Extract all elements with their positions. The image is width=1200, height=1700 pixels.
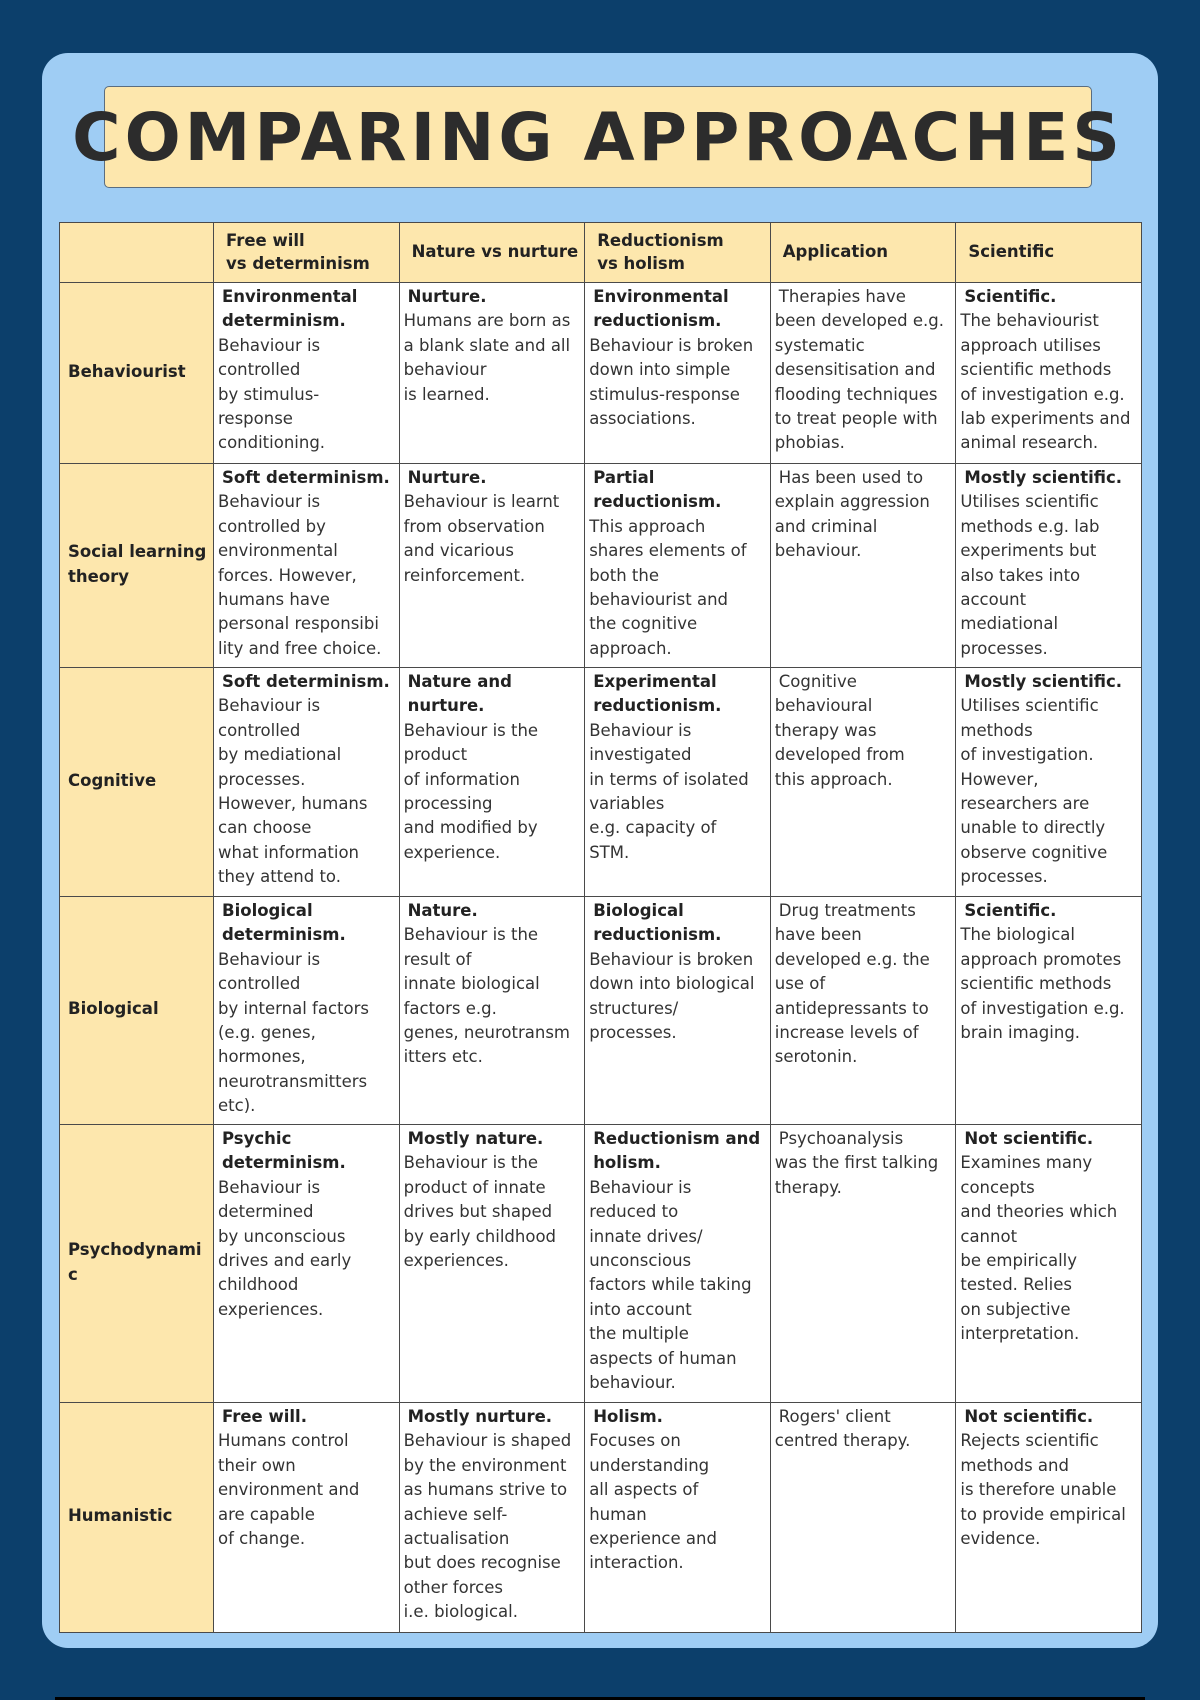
table-cell-reductionism: [585, 464, 771, 668]
cell-body: Behaviour is broken down into biological structures/ processes.: [589, 949, 755, 1043]
table-cell-nature-nurture: [399, 1403, 585, 1633]
table-cell-free-will: [214, 1403, 400, 1633]
cell-title: Mostly scientific.: [964, 468, 1123, 487]
header-cell-nature-nurture: Nature vs nurture: [399, 223, 585, 283]
cell-title: Nature and nurture.: [407, 672, 512, 716]
row-label: Social learning theory: [60, 464, 214, 668]
cell-body: Behaviour is broken down into simple stimulus-response associations.: [589, 335, 754, 429]
table-cell-scientific: [956, 283, 1142, 464]
header-cell-corner: [60, 223, 214, 283]
header-cell-application: Application: [770, 223, 956, 283]
cell-body: Focuses on understanding all aspects of human experience and interaction.: [589, 1431, 717, 1573]
table-cell-application: [770, 897, 956, 1125]
table-cell-free-will: [214, 283, 400, 464]
cell-body: Utilises scientific methods e.g. lab experiments but also takes into account mediational processes.: [960, 492, 1100, 658]
table-cell-nature-nurture: [399, 464, 585, 668]
cell-title: Biological determinism.: [222, 901, 346, 945]
table-cell-nature-nurture: [399, 283, 585, 464]
title-banner: [72, 86, 1124, 188]
cell-body: Behaviour is shaped by the environment as humans strive to achieve self- actualisation but does recognise other forces i.e. biological.: [403, 1431, 572, 1622]
table-cell-application: [770, 668, 956, 897]
cell-title: Nature.: [407, 901, 478, 920]
cell-title: Not scientific.: [964, 1407, 1094, 1426]
cell-body: Utilises scientific methods of investigation. However, researchers are unable to directly observe cognitive processes.: [960, 696, 1108, 887]
table-cell-reductionism: [585, 1125, 771, 1403]
cell-body: Behaviour is investigated in terms of isolated variables e.g. capacity of STM.: [589, 720, 749, 862]
cell-body: Humans are born as a blank slate and all behaviour is learned.: [403, 311, 571, 404]
cell-body: Examines many concepts and theories which cannot be empirically tested. Relies on subjective interpretation.: [960, 1153, 1118, 1344]
cell-body: Rejects scientific methods and is therefore unable to provide empirical evidence.: [960, 1431, 1126, 1549]
table-cell-scientific: [956, 1125, 1142, 1403]
cell-body: Behaviour is determined by unconscious drives and early childhood experiences.: [218, 1177, 352, 1319]
cell-title: Nurture.: [407, 468, 487, 487]
cell-body: The biological approach promotes scientific methods of investigation e.g. brain imaging.: [960, 925, 1125, 1043]
cell-body: Behaviour is controlled by stimulus- response conditioning.: [218, 335, 326, 453]
cell-title: Mostly nature.: [407, 1129, 544, 1148]
cell-body: Behaviour is the result of innate biological factors e.g. genes, neurotransm itters etc.: [403, 925, 570, 1067]
cell-body: Behaviour is learnt from observation and vicarious reinforcement.: [403, 492, 560, 585]
table-cell-scientific: [956, 668, 1142, 897]
table-row-cognitive: [60, 668, 1142, 897]
poster-card: [42, 53, 1158, 1648]
cell-title: Not scientific.: [964, 1129, 1094, 1148]
table-cell-reductionism: [585, 1403, 771, 1633]
header-cell-scientific: Scientific: [956, 223, 1142, 283]
table-cell-free-will: [214, 464, 400, 668]
page-title: COMPARING APPROACHES: [72, 98, 1124, 176]
table-cell-application: [770, 1125, 956, 1403]
cell-body: Therapies have been developed e.g. systematic desensitisation and flooding techniques to treat people with phobias.: [774, 287, 944, 453]
table-row-psychodynamic: [60, 1125, 1142, 1403]
cell-title: Biological reductionism.: [593, 901, 722, 945]
table-cell-nature-nurture: [399, 1125, 585, 1403]
header-cell-reductionism: Reductionism vs holism: [585, 223, 771, 283]
table-cell-application: [770, 1403, 956, 1633]
cell-body: Rogers' client centred therapy.: [774, 1407, 911, 1451]
table-row-biological: [60, 897, 1142, 1125]
cell-title: Experimental reductionism.: [593, 672, 722, 716]
table-cell-free-will: [214, 668, 400, 897]
header-row: [60, 223, 1142, 283]
header-cell-free-will: Free will vs determinism: [214, 223, 400, 283]
cell-body: This approach shares elements of both the behaviourist and the cognitive approach.: [589, 516, 747, 658]
cell-body: Behaviour is reduced to innate drives/ unconscious factors while taking into account the multiple aspects of human behaviour.: [589, 1177, 752, 1393]
table-cell-reductionism: [585, 897, 771, 1125]
table-cell-scientific: [956, 464, 1142, 668]
cell-title: Environmental reductionism.: [593, 287, 729, 331]
cell-title: Nurture.: [407, 287, 487, 306]
table-row-humanistic: [60, 1403, 1142, 1633]
cell-title: Soft determinism.: [222, 468, 390, 487]
cell-body: Psychoanalysis was the first talking therapy.: [774, 1129, 939, 1197]
row-label: Humanistic: [60, 1403, 214, 1633]
cell-title: Soft determinism.: [222, 672, 390, 691]
cell-title: Free will.: [222, 1407, 307, 1426]
row-label: Behaviourist: [60, 283, 214, 464]
cell-title: Reductionism and holism.: [593, 1129, 761, 1173]
table-row-social-learning: [60, 464, 1142, 668]
row-label: Biological: [60, 897, 214, 1125]
table-row-behaviourist: [60, 283, 1142, 464]
cell-body: Behaviour is the product of innate drives but shaped by early childhood experiences.: [403, 1153, 557, 1271]
cell-title: Scientific.: [964, 287, 1057, 306]
cell-body: Drug treatments have been developed e.g. the use of antidepressants to increase levels of serotonin.: [774, 901, 930, 1067]
cell-body: Behaviour is controlled by environmental forces. However, humans have personal responsibi lity and free choice.: [218, 492, 382, 658]
table-cell-scientific: [956, 1403, 1142, 1633]
cell-title: Holism.: [593, 1407, 663, 1426]
cell-title: Mostly nurture.: [407, 1407, 553, 1426]
cell-body: Behaviour is the product of information processing and modified by experience.: [403, 720, 539, 862]
cell-body: Behaviour is controlled by internal factors (e.g. genes, hormones, neurotransmitters etc).: [218, 949, 369, 1116]
table-cell-reductionism: [585, 283, 771, 464]
cell-title: Environmental determinism.: [222, 287, 358, 331]
table-cell-application: [770, 283, 956, 464]
table-cell-nature-nurture: [399, 897, 585, 1125]
cell-title: Scientific.: [964, 901, 1057, 920]
cell-title: Mostly scientific.: [964, 672, 1123, 691]
cell-title: Partial reductionism.: [593, 468, 722, 512]
cell-body: Humans control their own environment and are capable of change.: [218, 1431, 360, 1549]
cell-body: Cognitive behavioural therapy was developed from this approach.: [774, 672, 905, 789]
cell-body: Has been used to explain aggression and criminal behaviour.: [774, 468, 930, 561]
table-cell-scientific: [956, 897, 1142, 1125]
table-cell-free-will: [214, 1125, 400, 1403]
table-cell-application: [770, 464, 956, 668]
table-cell-reductionism: [585, 668, 771, 897]
cell-body: Behaviour is controlled by mediational processes. However, humans can choose what information they attend to.: [218, 696, 368, 887]
cell-body: The behaviourist approach utilises scientific methods of investigation e.g. lab experiments and animal research.: [960, 311, 1131, 453]
row-label: Psychodynamic: [60, 1125, 214, 1403]
table-cell-free-will: [214, 897, 400, 1125]
row-label: Cognitive: [60, 668, 214, 897]
cell-title: Psychic determinism.: [222, 1129, 346, 1173]
table-cell-nature-nurture: [399, 668, 585, 897]
comparison-table: [59, 222, 1142, 1633]
